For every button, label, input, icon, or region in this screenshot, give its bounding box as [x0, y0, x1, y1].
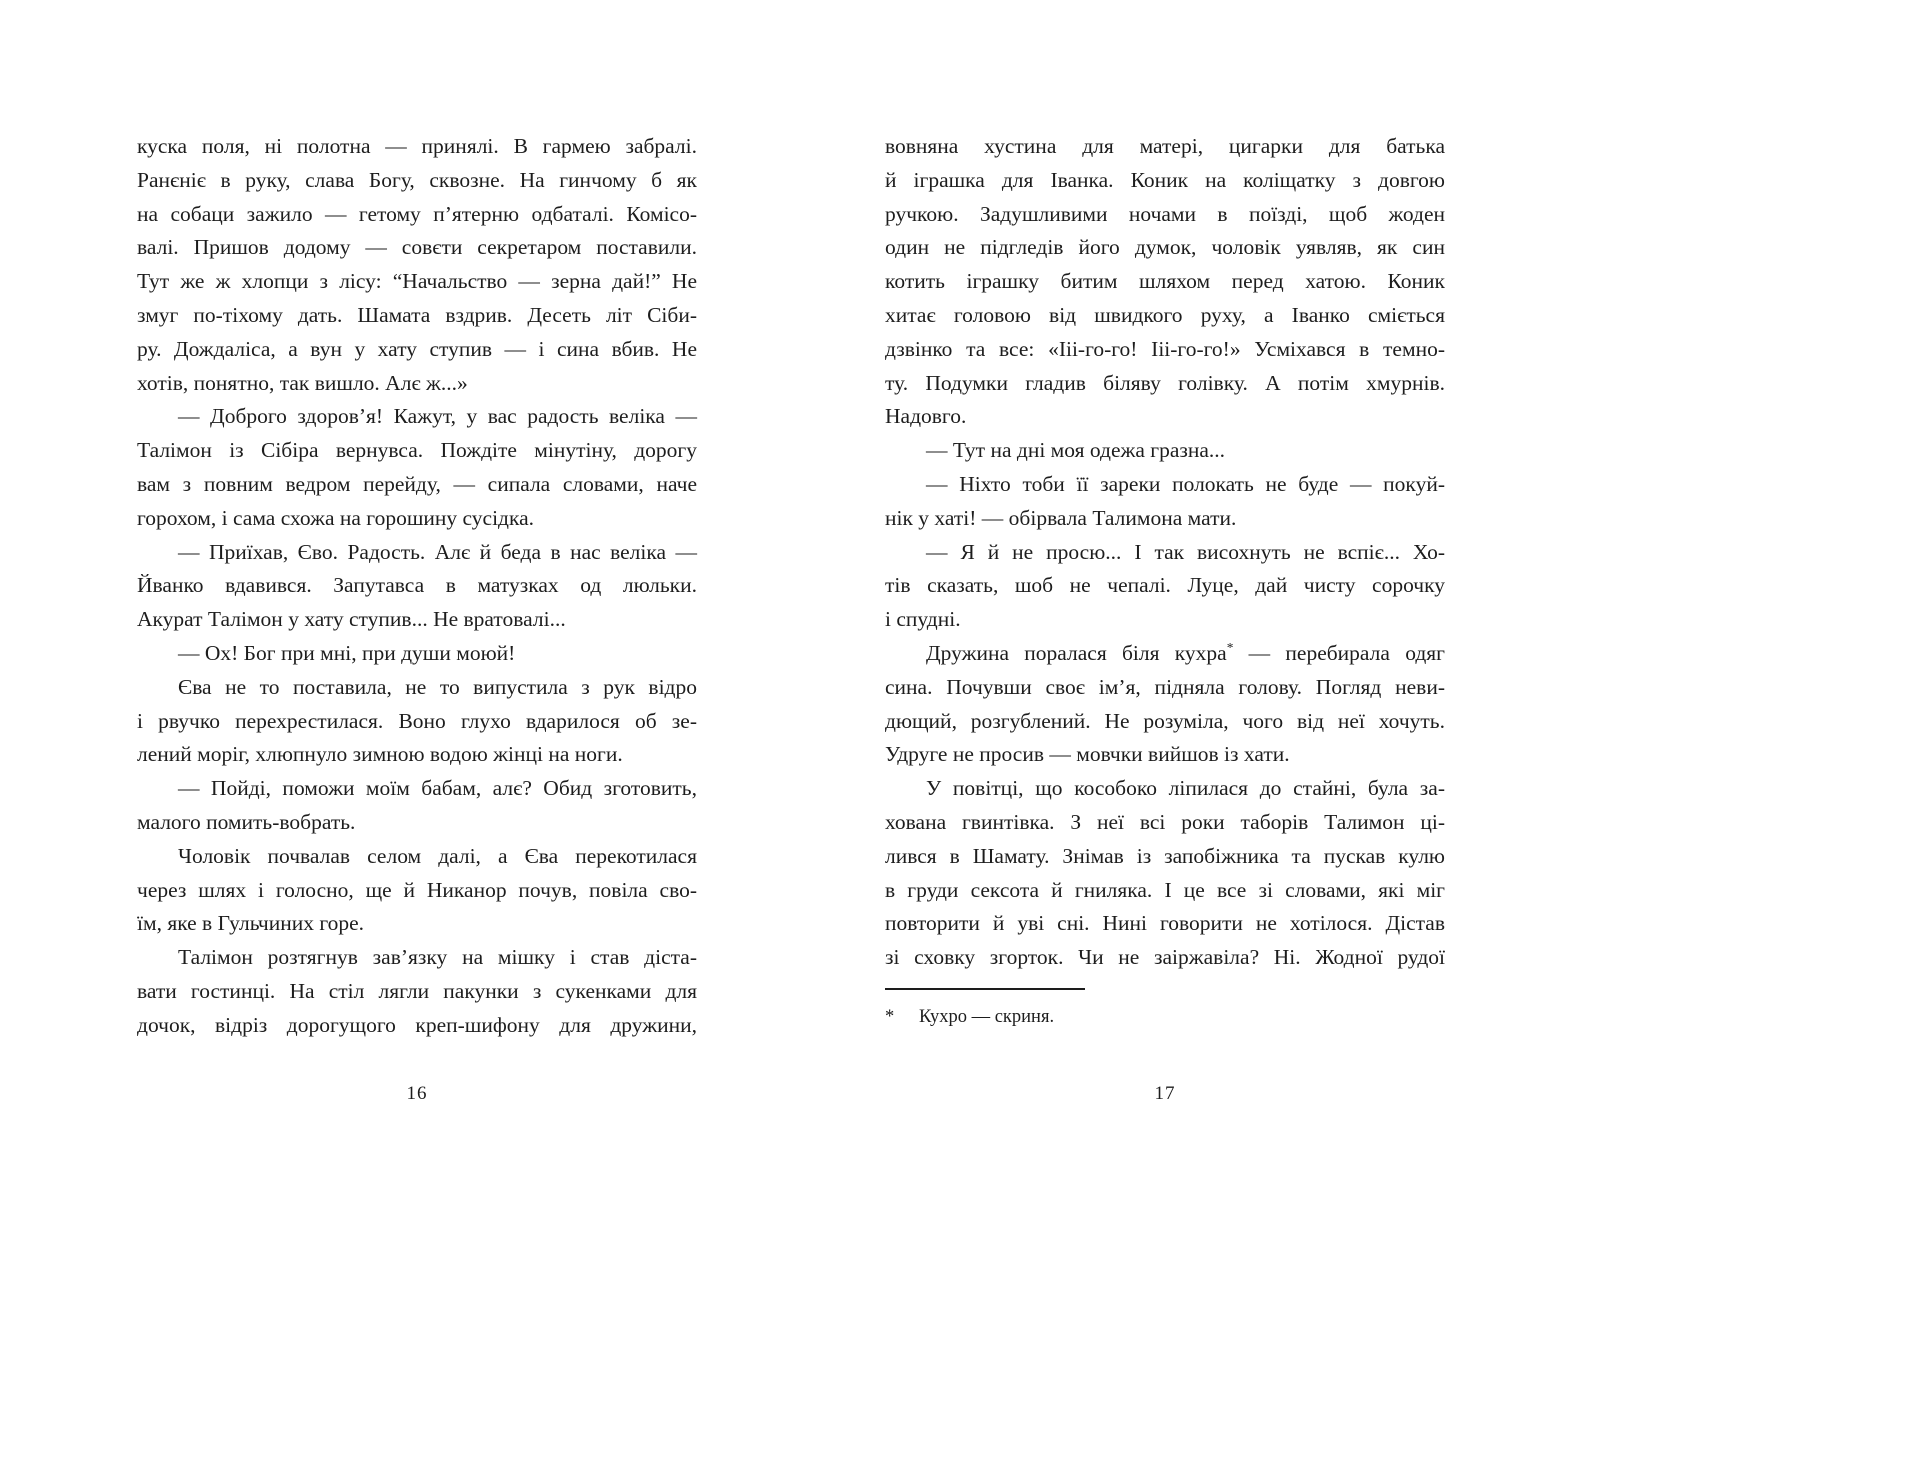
- footnote-label: Кухро — скриня.: [919, 1007, 1055, 1027]
- text-line: зі сховку згорток. Чи не заіржавіла? Ні. Жодної рудої: [885, 945, 1445, 970]
- text-line: лився в Шамату. Знімав із запобіжника та пускав кулю: [885, 843, 1445, 868]
- text-line: Єва не то поставила, не то випустила з рук відро: [178, 674, 697, 699]
- text-line: — Я й не просю... І так висохнуть не вспіє... Хо-: [926, 539, 1445, 564]
- text-line: в груди сексота й гниляка. І це все зі словами, які міг: [885, 877, 1445, 902]
- text-line: вати гостинці. На стіл лягли пакунки з сукенками для: [137, 978, 697, 1003]
- text-line: котить іграшку битим шляхом перед хатою. Коник: [885, 269, 1445, 294]
- footnote-marker: *: [885, 1007, 895, 1027]
- text-line: Удруге не просив — мовчки вийшов із хати.: [885, 742, 1290, 767]
- text-line: через шлях і голосно, ще й Никанор почув, повіла сво-: [137, 877, 697, 902]
- text-line: Акурат Талімон у хату ступив... Не вратовалі...: [137, 607, 566, 632]
- text-line: їм, яке в Гульчиних горе.: [137, 911, 365, 936]
- text-line: на собаци зажило — гетому п’ятерню одбаталі. Комісо-: [137, 201, 697, 226]
- right-page: [885, 130, 1445, 975]
- text-line: У повітці, що кособоко ліпилася до стайні, була за-: [926, 776, 1445, 801]
- right-page-number: 17: [1154, 1083, 1176, 1104]
- text-line: Йванко вдавився. Запутавса в матузках од люльки.: [137, 573, 697, 598]
- text-line: тів сказать, шоб не чепалі. Луце, дай чисту сорочку: [885, 573, 1445, 598]
- left-page-number: 16: [406, 1083, 428, 1104]
- footnote: [885, 988, 1445, 1030]
- text-line: ручкою. Задушливими ночами в поїзді, щоб жоден: [885, 201, 1445, 226]
- text-line: Талімон із Сібіра вернувса. Пождіте мінутіну, дорогу: [137, 438, 697, 463]
- text-line: і спудні.: [885, 607, 961, 632]
- text-line: — Доброго здоров’я! Кажут, у вас радость веліка —: [178, 404, 697, 429]
- text-line: сина. Почувши своє ім’я, підняла голову. Погляд неви-: [885, 674, 1445, 699]
- footnote-text: [885, 1004, 1445, 1030]
- text-line: і рвучко перехрестилася. Воно глухо вдарилося об зе-: [137, 708, 697, 733]
- footnote-reference-mark: *: [1226, 639, 1234, 655]
- right-page-text-block: [885, 130, 1445, 975]
- text-line: — Ох! Бог при мні, при души моюй!: [178, 640, 516, 665]
- text-line: Тут же ж хлопци з лісу: “Начальство — зерна дай!” Не: [137, 269, 697, 294]
- text-line: — Приїхав, Єво. Радость. Алє й беда в нас веліка —: [178, 539, 697, 564]
- text-line: змуг по-тіхому дать. Шамата вздрив. Десеть літ Сіби-: [137, 302, 697, 327]
- text-line: ту. Подумки гладив біляву голівку. А потім хмурнів.: [885, 370, 1445, 395]
- text-line: хотів, понятно, так вишло. Алє ж...»: [137, 370, 468, 395]
- text-line: дзвінко та все: «Ііі-го-го! Ііі-го-го!» Усміхався в темно-: [885, 336, 1445, 361]
- text-line: — Тут на дні моя одежа гразна...: [926, 438, 1226, 463]
- text-line: хитає головою від швидкого руху, а Іванко сміється: [885, 302, 1445, 327]
- text-line: Чоловік почвалав селом далі, а Єва перекотилася: [178, 843, 697, 868]
- text-line: малого помить-вобрать.: [137, 809, 356, 834]
- text-line: один не підгледів його думок, чоловік уявляв, як син: [885, 235, 1445, 260]
- text-line: — Пойді, поможи моїм бабам, алє? Обид зготовить,: [178, 776, 697, 801]
- text-line: дющий, розгублений. Не розуміла, чого від неї хочуть.: [885, 708, 1445, 733]
- left-page: [137, 130, 697, 1043]
- text-line: дочок, відріз дорогущого креп-шифону для дружини,: [137, 1012, 697, 1037]
- text-line: горохом, і сама схожа на горошину сусідка.: [137, 505, 535, 530]
- text-line: хована гвинтівка. З неї всі роки таборів Талимон ці-: [885, 809, 1445, 834]
- text-line: Дружина поралася біля кухра* — перебирала одяг: [926, 639, 1445, 665]
- text-line: — Ніхто тоби її зареки полокать не буде — покуй-: [926, 471, 1445, 496]
- text-line: Талімон розтягнув зав’язку на мішку і став діста-: [178, 945, 697, 970]
- text-line: валі. Пришов додому — совєти секретаром поставили.: [137, 235, 697, 260]
- text-line: куска поля, ні полотна — принялі. В гармею забралі.: [137, 134, 697, 158]
- text-line: повторити й уві сні. Нині говорити не хотілося. Дістав: [885, 911, 1445, 936]
- text-line: Ранєніє в руку, слава Богу, сквозне. На гинчому б як: [137, 167, 697, 192]
- text-line: нік у хаті! — обірвала Талимона мати.: [885, 505, 1237, 530]
- footnote-divider: [885, 988, 1085, 990]
- text-line: лений моріг, хлюпнуло зимною водою жінці на ноги.: [137, 742, 623, 767]
- text-line: ру. Дождаліса, а вун у хату ступив — і сина вбив. Не: [137, 336, 697, 361]
- text-line: вовняна хустина для матері, цигарки для батька: [885, 134, 1445, 158]
- text-line: вам з повним ведром перейду, — сипала словами, наче: [137, 471, 697, 496]
- text-line: Надовго.: [885, 404, 967, 429]
- text-line: й іграшка для Іванка. Коник на коліщатку з довгою: [885, 167, 1445, 192]
- left-page-text-block: [137, 130, 697, 1043]
